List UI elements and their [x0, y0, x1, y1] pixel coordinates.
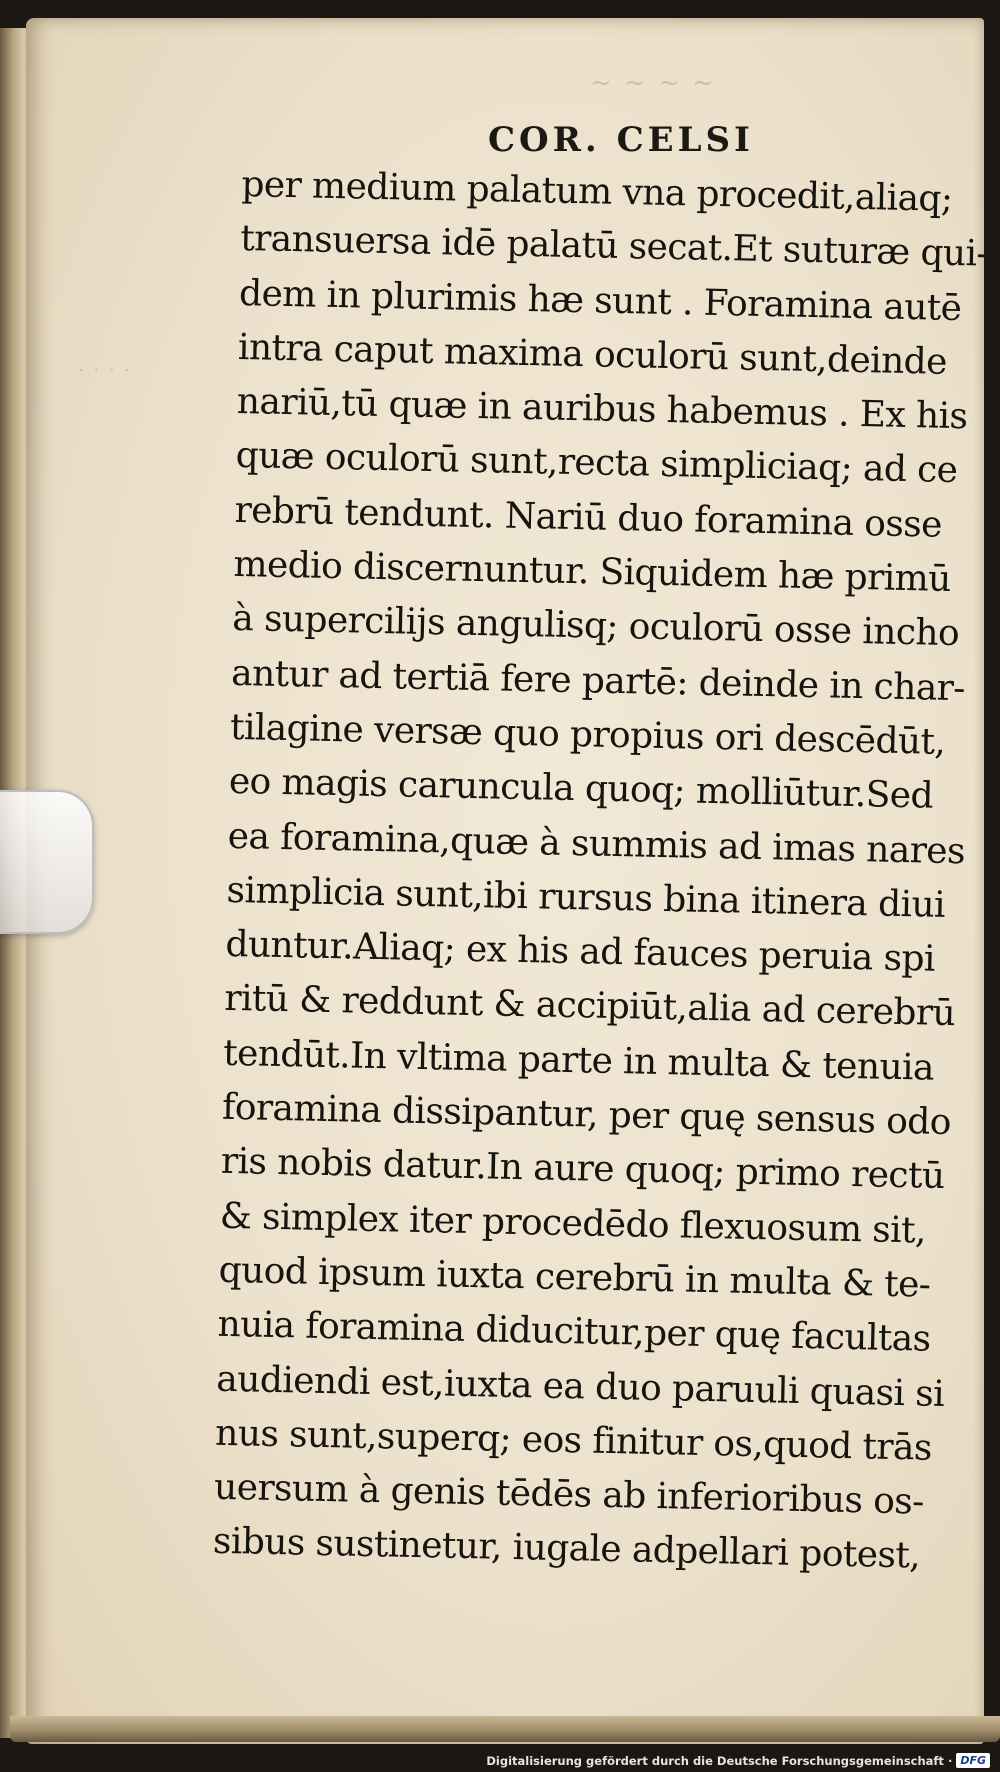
- text-line: antur ad tertiā fere partē: deinde in char-: [230, 652, 966, 709]
- text-line: nuia foramina diducitur,per quę facultas: [217, 1303, 931, 1360]
- text-line: sibus sustinetur, iugale adpellari potest,: [212, 1521, 921, 1577]
- text-line: rebrū tendunt. Nariū duo foramina osse: [234, 489, 943, 546]
- body-text: [212, 158, 989, 1584]
- text-line: audiendi est,iuxta ea duo paruuli quasi si: [215, 1358, 945, 1415]
- text-line: intra caput maxima oculorū sunt,deinde: [237, 326, 948, 383]
- text-line: ris nobis datur.In aure quoq; primo rectū: [220, 1141, 945, 1198]
- text-line: uersum à genis tēdēs ab inferioribus os-: [213, 1466, 925, 1523]
- show-through-marks: · · · ·: [78, 360, 133, 381]
- text-line: quod ipsum iuxta cerebrū in multa & te-: [218, 1249, 931, 1306]
- text-line: simplicia sunt,ibi rursus bina itinera diui: [226, 869, 946, 926]
- text-line: ea foramina,quæ à summis ad imas nares: [227, 815, 966, 872]
- text-line: foramina dissipantur, per quę sensus odo: [221, 1086, 952, 1144]
- text-line: medio discernuntur. Siquidem hæ primū: [233, 543, 952, 601]
- text-line: tilagine versæ quo propius ori descēdūt,: [229, 706, 946, 763]
- page-holder-clip: [0, 790, 94, 934]
- digitization-credit: [486, 1753, 990, 1768]
- text-line: per medium palatum vna procedit,aliaq;: [241, 163, 953, 220]
- text-line: nariū,tū quæ in auribus habemus . Ex his: [236, 381, 968, 438]
- text-line: duntur.Aliaq; ex his ad fauces peruia spi: [225, 923, 936, 980]
- separator: ·: [947, 1753, 953, 1768]
- text-line: tendūt.In vltima parte in multa & tenuia: [222, 1032, 935, 1089]
- running-header: COR. CELSI: [488, 120, 754, 160]
- text-line: ritū & reddunt & accipiūt,alia ad cerebrū: [223, 978, 956, 1035]
- text-line: & simplex iter procedēdo flexuosum sit,: [219, 1195, 927, 1252]
- text-line: quæ oculorū sunt,recta simpliciaq; ad ce: [235, 435, 958, 492]
- text-line: dem in plurimis hæ sunt . Foramina autē: [238, 272, 962, 329]
- page-stack-edge: [10, 1716, 1000, 1742]
- show-through-text: ~ ~ ~ ~: [590, 68, 716, 98]
- text-line: à supercilijs angulisq; oculorū osse incho: [231, 598, 960, 655]
- credit-text: Digitalisierung gefördert durch die Deutsche Forschungsgemeinschaft: [486, 1753, 944, 1768]
- text-line: eo magis caruncula quoq; molliūtur.Sed: [228, 761, 934, 817]
- text-line: transuersa idē palatū secat.Et suturæ qui-: [239, 218, 989, 275]
- dfg-logo: DFG: [956, 1753, 990, 1768]
- text-line: nus sunt,superq; eos finitur os,quod trās: [214, 1412, 933, 1469]
